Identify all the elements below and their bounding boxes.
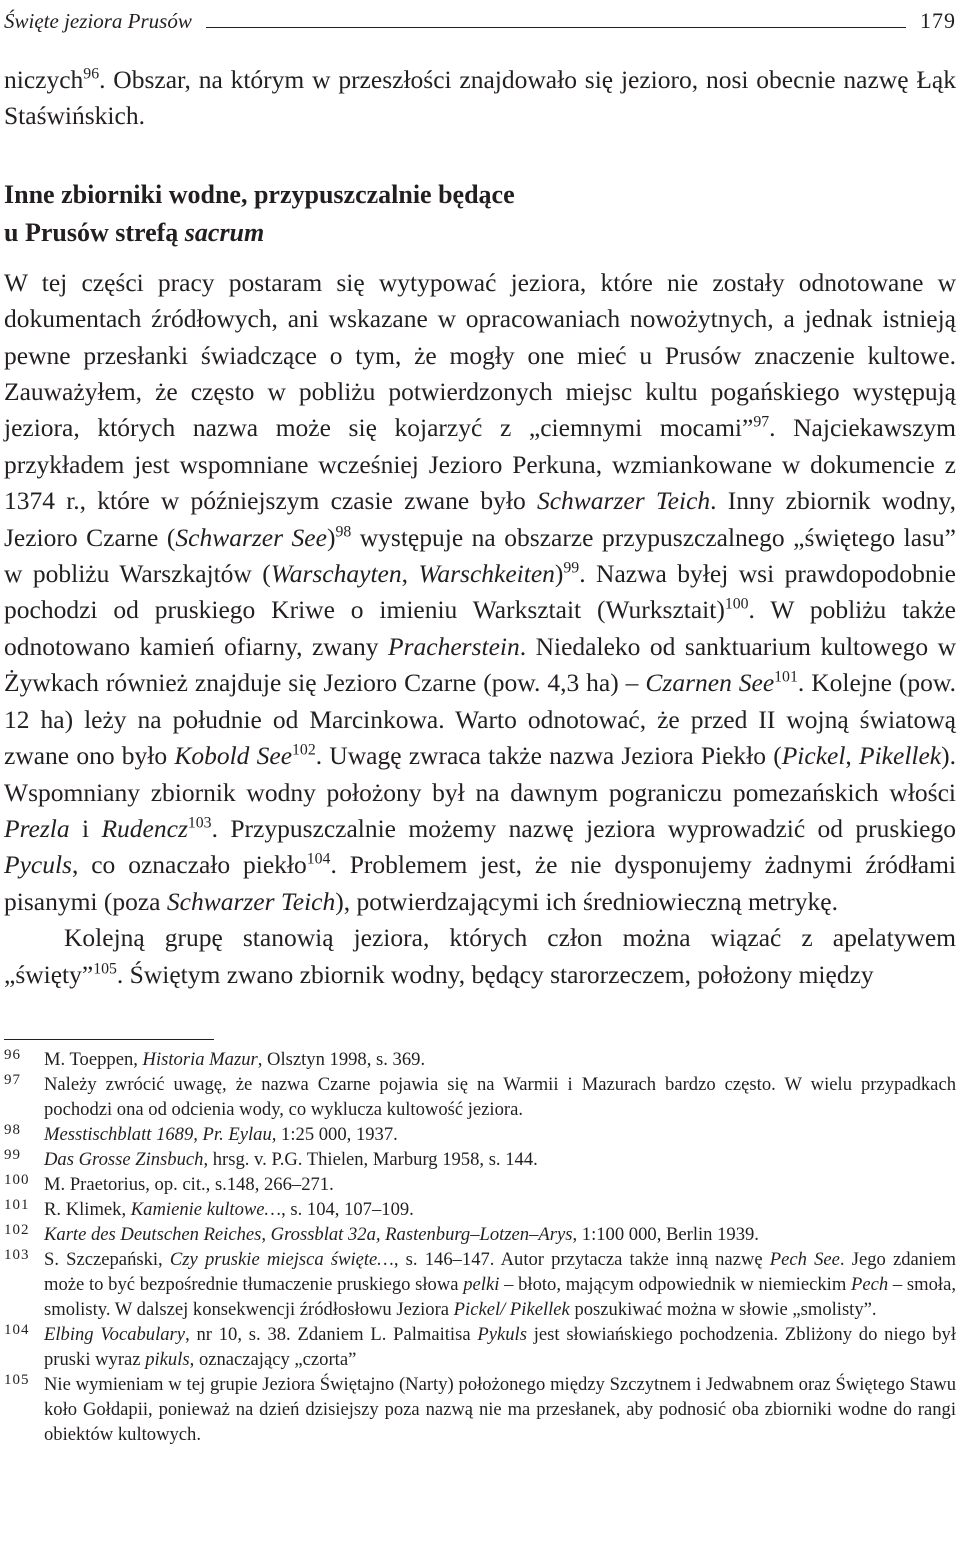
footnote-103 xyxy=(4,1247,956,1322)
footnote-text xyxy=(44,1072,956,1122)
italic-term: Kobold See xyxy=(174,741,293,771)
footnote-text xyxy=(44,1222,956,1247)
text-run: . Inny zbiornik wodny, Jezioro Czarne ( xyxy=(4,486,956,552)
text-run: , co oznaczało piekło xyxy=(71,850,307,880)
italic-term: Warschayten xyxy=(270,559,402,589)
footnote-104 xyxy=(4,1322,956,1372)
footnote-number: 101 xyxy=(4,1197,30,1213)
italic-term: Schwarzer See xyxy=(175,522,327,552)
paragraph-continued xyxy=(4,62,956,135)
text-run: Należy zwrócić uwagę, że nazwa Czarne pojawia się na Warmii i Mazurach bardzo często. W wielu przypadkach pochodzi ona od odcienia wody, co wyklucza kultowość jeziora. xyxy=(44,1074,956,1120)
footnote-text xyxy=(44,1122,956,1147)
italic-term: Pracherstein xyxy=(388,631,520,661)
paragraph-next xyxy=(4,920,956,993)
heading-line-2: u Prusów strefą xyxy=(4,217,185,247)
italic-term: Pickel xyxy=(781,741,846,771)
footnote-99 xyxy=(4,1147,956,1172)
text-run: , s. 104, 107–109. xyxy=(281,1199,414,1220)
text-run: M. Praetorius, op. cit., s.148, 266–271. xyxy=(44,1174,334,1195)
footnote-number: 100 xyxy=(4,1172,30,1188)
text-run: ). Wspomniany zbiornik wodny położony był na dawnym pograniczu pomezańskich włości xyxy=(4,741,956,807)
text-run: S. Szczepański, xyxy=(44,1249,170,1270)
text-run: jest słowiańskiego pochodzenia. Zbliżony do niego był pruski wyraz xyxy=(44,1324,957,1370)
italic-term: Elbing Vocabulary xyxy=(44,1324,186,1345)
text-run: ) xyxy=(326,522,336,552)
footnote-ref-105[interactable]: 105 xyxy=(93,960,117,978)
italic-term: Historia Mazur xyxy=(142,1049,258,1070)
footnote-text xyxy=(44,1197,956,1222)
footnote-text xyxy=(44,1172,956,1197)
text-run: Kolejną grupę stanowią jeziora, których człon można wiązać z apelatywem „święty” xyxy=(4,923,956,989)
footnote-98 xyxy=(4,1122,956,1147)
text-run: , xyxy=(401,559,419,589)
italic-term: Messtischblatt 1689, Pr. Eylau, xyxy=(44,1124,277,1145)
heading-line-1: Inne zbiorniki wodne, przypuszczalnie będące xyxy=(4,179,515,209)
italic-term: Pech See xyxy=(769,1249,840,1270)
running-head xyxy=(4,2,956,34)
italic-term: Warschkeiten xyxy=(418,559,555,589)
footnote-101 xyxy=(4,1197,956,1222)
text-run: , 1:100 000, Berlin 1939. xyxy=(572,1224,759,1245)
italic-term: Schwarzer Teich xyxy=(166,886,336,916)
footnote-105 xyxy=(4,1372,956,1447)
text-run: M. Toeppen, xyxy=(44,1049,143,1070)
footnote-text xyxy=(44,1247,956,1322)
footnote-ref-102[interactable]: 102 xyxy=(292,741,316,759)
footnote-number: 105 xyxy=(4,1372,30,1388)
text-run: i xyxy=(69,813,102,843)
text-run: Nie wymieniam w tej grupie Jeziora Świętajno (Narty) położonego między Szczytnem i Jedwabnem oraz Świętego Stawu koło Gołdapii, ponieważ na dzień dzisiejszy poza nazwą nie ma przesłanek, aby podnosić oba zbiorniki wodne do rangi obiektów kultowych. xyxy=(44,1374,956,1445)
footnote-ref-98[interactable]: 98 xyxy=(335,523,352,541)
text-run: 1:25 000, 1937. xyxy=(276,1124,398,1145)
footnote-number: 97 xyxy=(4,1072,21,1088)
footnote-number: 102 xyxy=(4,1222,30,1238)
text-run: występuje na obszarze przypuszczalnego „świętego lasu” w pobliżu Warszkajtów ( xyxy=(4,522,956,589)
section-heading xyxy=(4,176,956,252)
footnote-number: 96 xyxy=(4,1047,21,1063)
italic-term: Czy pruskie miejsca święte… xyxy=(169,1249,394,1270)
text-run: ), potwierdzającymi ich średniowieczną metrykę. xyxy=(335,886,838,916)
footnote-text xyxy=(44,1322,956,1372)
italic-term: pikuls xyxy=(145,1349,190,1370)
text-run: . Uwagę zwraca także nazwa Jeziora Piekło ( xyxy=(315,741,782,771)
italic-term: Pech xyxy=(851,1274,889,1295)
text-run: niczych xyxy=(4,65,84,94)
paragraph-main xyxy=(4,265,956,920)
footnote-102 xyxy=(4,1222,956,1247)
italic-term: Karte des Deutschen Reiches, Grossblat 32a, Rastenburg–Lotzen–Arys xyxy=(44,1224,573,1245)
text-run: . Jego zdaniem może to być bezpośrednie tłumaczenie pruskiego słowa xyxy=(44,1249,956,1295)
text-run: . Problemem jest, że nie dysponujemy żadnymi źródłami pisanymi (poza xyxy=(4,850,956,916)
text-run: . Świętym zwano zbiornik wodny, będący starorzeczem, położony między xyxy=(116,959,874,989)
footnote-100 xyxy=(4,1172,956,1197)
text-run: , nr 10, s. 38. Zdaniem L. Palmaitisa xyxy=(185,1324,478,1345)
footnote-number: 99 xyxy=(4,1147,21,1163)
text-run: . Niedaleko od sanktuarium kultowego w Żywkach również znajduje się Jezioro Czarne (pow. 4,3 ha) – xyxy=(4,631,957,698)
header-rule xyxy=(206,27,906,28)
footnote-text xyxy=(44,1047,956,1072)
text-run: , Olsztyn 1998, s. 369. xyxy=(257,1049,426,1070)
text-run: – błoto, mającym odpowiednik w niemieckim xyxy=(499,1274,852,1295)
text-run: . Przypuszczalnie możemy nazwę jeziora wyprowadzić od pruskiego xyxy=(211,813,956,843)
text-run: . Kolejne (pow. 12 ha) leży na południe od Marcinkowa. Warto odnotować, że przed II wojną światową zwane ono było xyxy=(4,668,956,771)
footnote-ref-96[interactable]: 96 xyxy=(83,65,100,83)
footnote-ref-103[interactable]: 103 xyxy=(187,814,212,832)
text-run: , hrsg. v. P.G. Thielen, Marburg 1958, s. 144. xyxy=(203,1149,538,1170)
body-text xyxy=(4,62,956,993)
heading-italic-term: sacrum xyxy=(184,217,265,247)
text-run: R. Klimek, xyxy=(44,1199,131,1220)
footnote-ref-99[interactable]: 99 xyxy=(563,559,580,577)
italic-term: pelki xyxy=(463,1274,500,1295)
text-run: . Nazwa byłej wsi prawdopodobnie pochodzi od pruskiego Kriwe o imieniu Warksztait (Wurksztait) xyxy=(4,559,957,625)
italic-term: Czarnen See xyxy=(645,668,775,698)
italic-term: Pikellek xyxy=(859,741,942,771)
text-run: , oznaczający „czorta” xyxy=(189,1349,357,1370)
text-run: W tej części pracy postaram się wytypować jeziora, które nie zostały odnotowane w dokumentach źródłowych, ani wskazane w opracowaniach nowożytnych, a jednak istnieją pewne przesłanki świadczące o tym, że mogły one mieć u Prusów znaczenie kultowe. Zauważyłem, że często w pobliżu potwierdzonych miejsc kultu pogańskiego występują jeziora, których nazwa może się kojarzyć z „ciemnymi mocami” xyxy=(4,267,956,443)
text-run: . Obszar, na którym w przeszłości znajdowało się jezioro, nosi obecnie nazwę Łąk Staświńskich. xyxy=(4,65,956,131)
text-run: . W pobliżu także odnotowano kamień ofiarny, zwany xyxy=(4,595,956,661)
footnote-number: 104 xyxy=(4,1322,30,1338)
footnote-ref-100[interactable]: 100 xyxy=(724,595,749,613)
footnote-text xyxy=(44,1147,956,1172)
footnote-97 xyxy=(4,1072,956,1122)
footnote-ref-101[interactable]: 101 xyxy=(774,668,798,686)
italic-term: Pykuls xyxy=(477,1324,527,1345)
running-title: Święte jeziora Prusów xyxy=(4,9,192,33)
italic-term: Das Grosse Zinsbuch xyxy=(44,1149,204,1170)
text-run: . Najciekawszym przykładem jest wspomniane wcześniej Jezioro Perkuna, wzmiankowane w dokumencie z 1374 r., które w późniejszym czasie zwane było xyxy=(4,413,956,516)
footnotes xyxy=(4,1047,956,1447)
page-number: 179 xyxy=(920,8,956,33)
footnote-text xyxy=(44,1372,956,1447)
italic-term: Pyculs xyxy=(4,850,72,880)
text-run: , s. 146–147. Autor przytacza także inną nazwę xyxy=(393,1249,770,1270)
italic-term: Kamienie kultowe… xyxy=(130,1199,282,1220)
italic-term: Prezla xyxy=(4,813,70,843)
footnote-ref-97[interactable]: 97 xyxy=(753,413,770,431)
footnote-96 xyxy=(4,1047,956,1072)
italic-term: Schwarzer Teich xyxy=(536,486,711,516)
text-run: – smoła, smolisty. W dalszej konsekwencji źródłosłowu Jeziora xyxy=(44,1274,956,1320)
footnote-number: 103 xyxy=(4,1247,30,1263)
footnote-separator xyxy=(4,1039,214,1040)
italic-term: Rudencz xyxy=(101,813,188,843)
text-run: ) xyxy=(554,559,564,589)
text-run: , xyxy=(845,741,860,771)
text-run: poszukiwać można w słowie „smolisty”. xyxy=(569,1299,877,1320)
italic-term: Pickel/ Pikellek xyxy=(453,1299,570,1320)
footnote-ref-104[interactable]: 104 xyxy=(306,850,331,868)
footnote-number: 98 xyxy=(4,1122,21,1138)
